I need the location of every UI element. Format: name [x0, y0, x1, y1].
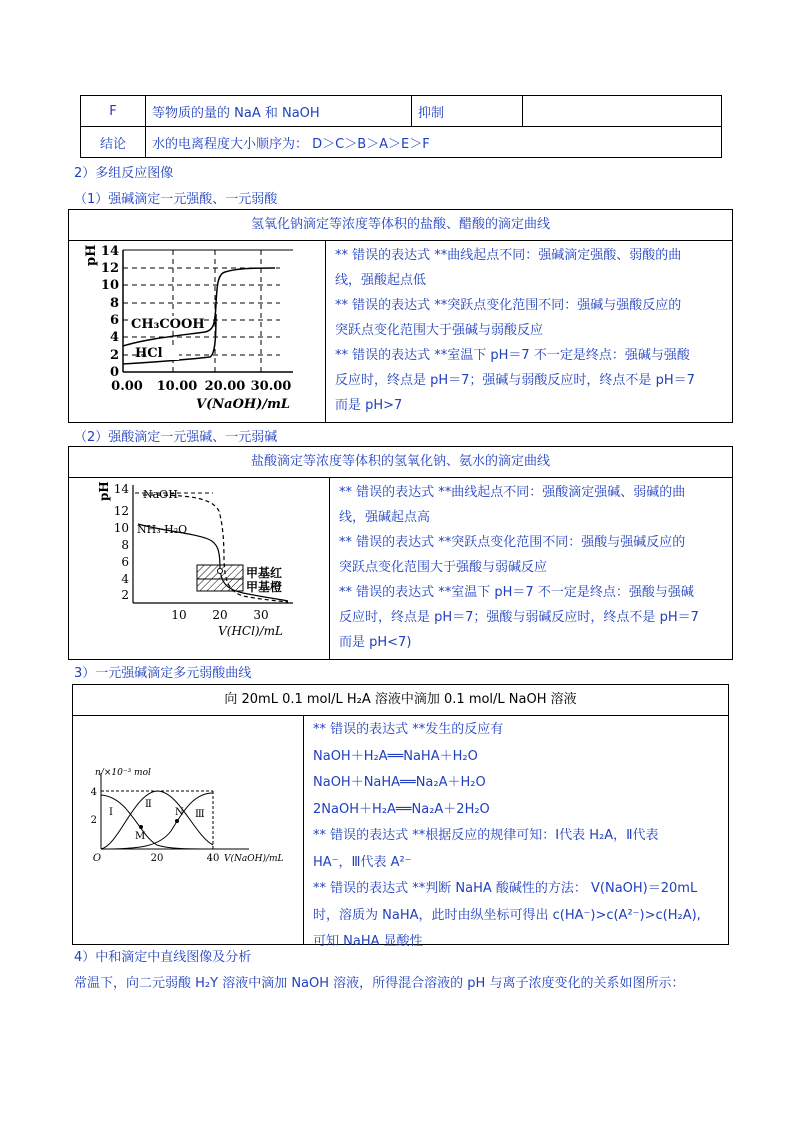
tick-label: 10.00 — [156, 379, 198, 394]
box-title: 氢氧化钠滴定等浓度等体积的盐酸、醋酸的滴定曲线 — [69, 210, 732, 241]
subheading-1: （1）强碱滴定一元强酸、一元弱酸 — [74, 192, 278, 207]
tick-label: 4 — [109, 330, 119, 345]
curve-label: Ⅰ — [109, 807, 113, 818]
subheading-2: （2）强酸滴定一元强碱、一元弱碱 — [74, 430, 278, 445]
chart-naoh-titration — [75, 244, 321, 420]
label-ch3cooh: CH₃COOH — [131, 317, 205, 332]
label-hcl: HCl — [135, 346, 163, 361]
row-label: 结论 — [81, 127, 146, 158]
tick-label: 4 — [121, 572, 129, 586]
row-extra — [523, 96, 722, 127]
tick-label: 14 — [113, 482, 129, 496]
titration-box-2 — [68, 446, 733, 660]
box3-text: ** 错误的表达式 **发生的反应有 NaOH＋H₂A══NaHA＋H₂O NaOH＋NaHA══Na₂A＋H₂O 2NaOH＋H₂A══Na₂A＋2H₂O ** 错误的表达式 **根据反应的规律可知：Ⅰ代表 H₂A，Ⅱ代表 HA⁻，Ⅲ代表 A²⁻ ** 错误的表达式 **判断 NaHA 酸碱性的方法： V(NaOH)＝20mL 时，溶质为 NaHA，此时由纵坐标可得出 c(HA⁻)>c(A²⁻)>c(H₂A), 可知 NaHA 显酸性 — [313, 722, 701, 949]
tick-label: 10 — [113, 521, 129, 535]
tick-label: 0 — [109, 365, 119, 380]
heading-2: 2）多组反应图像 — [74, 166, 174, 181]
tick-label: 20 — [212, 608, 228, 622]
tick-label: 2 — [90, 815, 97, 826]
tick-label: 30 — [253, 608, 269, 622]
y-axis-label: n/×10⁻³ mol — [95, 768, 151, 778]
y-axis-label: pH — [84, 244, 99, 266]
tick-label: 4 — [90, 787, 97, 798]
curve-label: M — [135, 831, 146, 842]
ionization-table — [80, 95, 722, 158]
row-label: F — [81, 96, 146, 127]
heading-3: 3）一元强碱滴定多元弱酸曲线 — [74, 666, 252, 681]
tick-label: 10 — [100, 278, 119, 293]
tick-label: 12 — [100, 261, 119, 276]
row-desc: 等物质的量的 NaA 和 NaOH — [146, 96, 412, 127]
tick-label: 20.00 — [204, 379, 246, 394]
x-axis-label: V(NaOH)/mL — [196, 397, 290, 412]
tick-label: 2 — [109, 348, 119, 363]
chart-hcl-titration — [83, 481, 319, 657]
curve-label: Ⅱ — [145, 799, 152, 810]
tick-label: 14 — [100, 244, 119, 259]
table-row — [81, 96, 722, 127]
label-nh3: NH₃·H₂O — [137, 523, 188, 536]
label-methyl-orange: 甲基橙 — [246, 580, 283, 594]
tick-label: 0.00 — [111, 379, 143, 394]
row-effect: 抑制 — [412, 96, 523, 127]
titration-box-1 — [68, 209, 733, 423]
tick-label: 8 — [109, 296, 119, 311]
curve-ch3cooh — [123, 268, 275, 346]
x-axis-label: V(HCl)/mL — [218, 624, 283, 638]
chart-h2a-species — [79, 765, 299, 875]
box1-text: ** 错误的表达式 **曲线起点不同：强碱滴定强酸、弱酸的曲 线，强酸起点低 ** 错误的表达式 **突跃点变化范围不同：强碱与强酸反应的 突跃点变化范围大于强碱与弱酸反应 ** 错误的表达式 **室温下 pH＝7 不一定是终点：强碱与强酸 反应时，终点是 pH＝7；强碱与弱酸反应时，终点不是 pH＝7 而是 pH>7 — [335, 248, 695, 413]
tick-label: 6 — [121, 555, 129, 569]
tick-label: 40 — [206, 853, 220, 864]
curve-label: Ⅲ — [195, 809, 205, 820]
tick-label: 8 — [121, 538, 129, 552]
row-desc: 水的电离程度大小顺序为： D＞C＞B＞A＞E＞F — [146, 127, 722, 158]
curve-i — [101, 795, 213, 849]
label-methyl-red: 甲基红 — [246, 566, 283, 580]
titration-box-3 — [72, 684, 729, 949]
curve-label: N — [175, 807, 184, 818]
heading-4: 4）中和滴定中直线图像及分析 — [74, 950, 252, 965]
tick-label: 30.00 — [250, 379, 292, 394]
label-naoh: NaOH — [143, 488, 178, 501]
curve-ii — [101, 791, 213, 849]
tick-label: 10 — [171, 608, 187, 622]
box-title: 盐酸滴定等浓度等体积的氢氧化钠、氨水的滴定曲线 — [69, 447, 732, 478]
x-axis-label: V(NaOH)/mL — [224, 854, 284, 864]
box2-text: ** 错误的表达式 **曲线起点不同：强酸滴定强碱、弱碱的曲 线，强碱起点高 ** 错误的表达式 **突跃点变化范围不同：强酸与强碱反应的 突跃点变化范围大于强酸与弱碱反应 ** 错误的表达式 **室温下 pH＝7 不一定是终点：强酸与强碱 反应时，终点是 pH＝7；强酸与弱碱反应时，终点不是 pH＝7 而是 pH<7) — [339, 485, 699, 650]
y-axis-label: pH — [97, 481, 111, 501]
tick-label: 6 — [109, 313, 119, 328]
tick-label: 2 — [121, 588, 129, 602]
table-row — [81, 127, 722, 158]
tick-label: 20 — [150, 853, 164, 864]
tick-label: 12 — [113, 504, 129, 518]
paragraph-4: 常温下，向二元弱酸 H₂Y 溶液中滴加 NaOH 溶液，所得混合溶液的 pH 与离子浓度变化的关系如图所示： — [74, 976, 685, 991]
tick-label: O — [92, 853, 102, 864]
box-title: 向 20mL 0.1 mol/L H₂A 溶液中滴加 0.1 mol/L NaOH 溶液 — [73, 685, 728, 716]
